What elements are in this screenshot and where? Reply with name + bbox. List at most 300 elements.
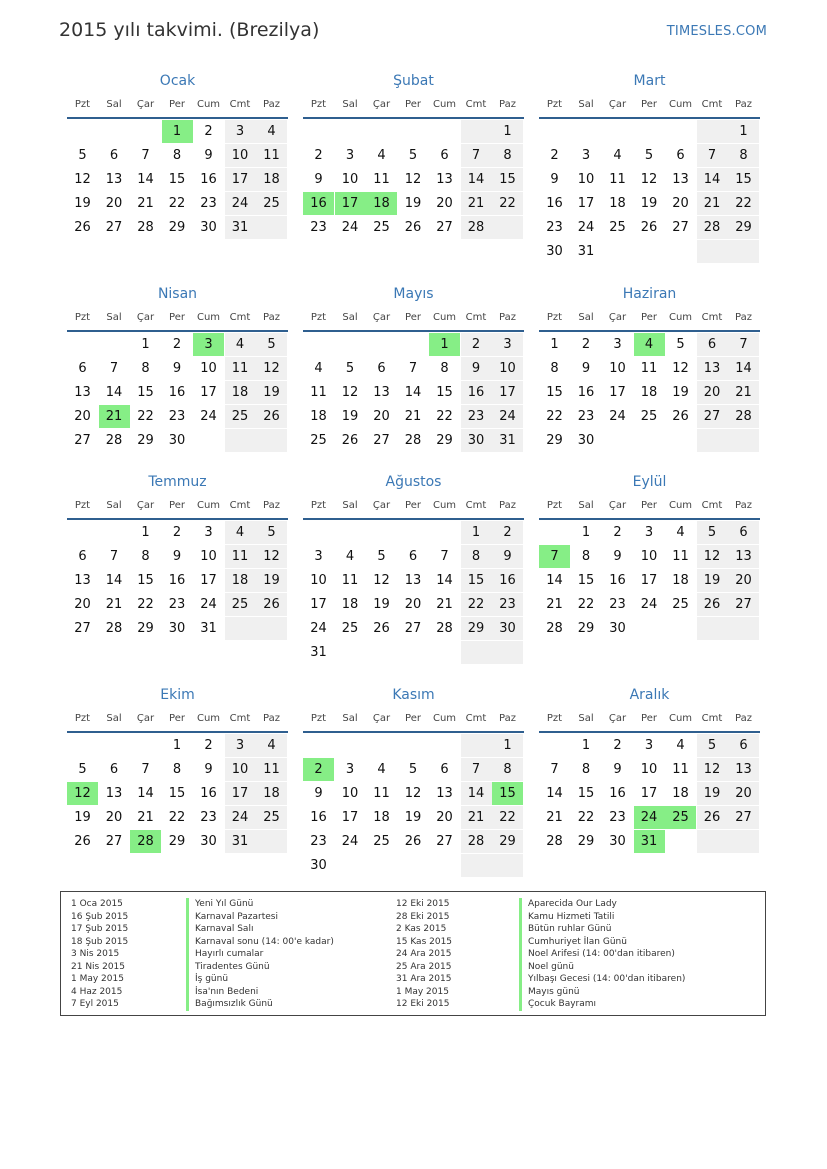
day-cell: 9: [314, 786, 323, 801]
weekend-blank-cell: [492, 641, 523, 664]
day-cell: 23: [310, 220, 327, 235]
legend-holiday-name: Mayıs günü: [519, 986, 685, 999]
day-cell: 20: [74, 597, 91, 612]
weekday-label: Per: [405, 500, 421, 511]
weekday-label: Cmt: [229, 99, 251, 110]
day-cell: 11: [373, 786, 390, 801]
day-cell: 20: [728, 569, 759, 592]
day-cell: 8: [581, 549, 591, 564]
legend-date: 1 May 2015: [71, 974, 124, 984]
day-cell: 9: [550, 172, 559, 187]
day-cell: 24: [640, 597, 658, 612]
day-cell: 22: [137, 409, 154, 424]
day-cell: 18: [256, 782, 287, 805]
brand-link[interactable]: TIMESLES.COM: [666, 24, 767, 39]
month-name: Mart: [633, 73, 666, 89]
day-cell: 21: [137, 810, 154, 825]
weekday-label: Cum: [432, 713, 457, 724]
day-cell: 6: [377, 361, 386, 376]
day-cell: 7: [550, 762, 559, 777]
month-name: Ağustos: [385, 474, 442, 490]
day-cell: 30: [168, 621, 186, 636]
day-cell: 24: [310, 621, 327, 636]
day-cell: 6: [440, 762, 449, 777]
day-cell: 16: [200, 172, 217, 187]
day-cell: 26: [74, 220, 91, 235]
weekend-blank-cell: [697, 429, 728, 452]
legend-holiday-name: Karnaval Salı: [186, 923, 334, 936]
day-cell: 3: [225, 734, 256, 757]
day-cell: 27: [728, 806, 759, 829]
weekday-label: Sal: [578, 99, 594, 110]
day-cell: 25: [225, 593, 256, 616]
day-cell: 22: [577, 810, 595, 825]
day-cell: 28: [105, 621, 123, 636]
day-cell: 20: [74, 409, 91, 424]
day-cell: 3: [345, 148, 355, 163]
legend-date: 31 Ara 2015: [396, 974, 452, 984]
day-cell: 22: [492, 806, 523, 829]
day-cell: 7: [461, 758, 492, 781]
legend-date: 17 Şub 2015: [71, 924, 129, 934]
legend-holiday-name: Bağımsızlık Günü: [186, 998, 334, 1011]
weekday-label: Pzt: [546, 500, 563, 511]
day-cell: 2: [613, 738, 622, 753]
day-cell: 17: [225, 782, 256, 805]
day-cell: 10: [225, 144, 256, 167]
day-cell: 11: [373, 172, 390, 187]
day-cell: 9: [581, 361, 591, 376]
weekday-label: Çar: [372, 99, 391, 110]
day-cell: 27: [404, 621, 422, 636]
day-cell: 10: [492, 357, 523, 380]
holiday-day-cell: 2: [303, 758, 334, 781]
day-cell: 8: [550, 361, 559, 376]
weekday-label: Paz: [263, 713, 280, 724]
day-cell: 3: [613, 337, 622, 352]
weekday-label: Pzt: [546, 312, 563, 323]
weekday-label: Per: [169, 500, 185, 511]
day-cell: 7: [408, 361, 418, 376]
day-cell: 1: [141, 337, 150, 352]
legend-holiday-name: İş günü: [186, 973, 334, 986]
day-cell: 19: [404, 810, 422, 825]
weekday-label: Pzt: [546, 99, 563, 110]
day-cell: 14: [461, 782, 492, 805]
day-cell: 29: [728, 216, 759, 239]
day-cell: 29: [492, 830, 523, 853]
weekday-label: Pzt: [310, 713, 327, 724]
weekend-blank-cell: [256, 617, 287, 640]
day-cell: 2: [172, 525, 182, 540]
day-cell: 19: [74, 810, 91, 825]
day-cell: 18: [672, 573, 689, 588]
day-cell: 6: [728, 734, 759, 757]
day-cell: 31: [200, 621, 217, 636]
day-cell: 23: [310, 834, 327, 849]
day-cell: 31: [577, 244, 595, 259]
weekend-blank-cell: [728, 830, 759, 853]
weekday-label: Cmt: [465, 312, 487, 323]
weekday-label: Per: [641, 713, 657, 724]
day-cell: 26: [697, 806, 728, 829]
day-cell: 18: [225, 569, 256, 592]
weekday-label: Per: [169, 312, 185, 323]
legend-holiday-name: Aparecida Our Lady: [519, 898, 685, 911]
weekend-blank-cell: [728, 429, 759, 452]
day-cell: 6: [728, 521, 759, 544]
day-cell: 30: [310, 858, 327, 873]
weekday-label: Cmt: [465, 713, 487, 724]
day-cell: 7: [109, 549, 119, 564]
day-cell: 4: [225, 333, 256, 356]
legend-holiday-name: Karnaval Pazartesi: [186, 911, 334, 924]
day-cell: 14: [461, 168, 492, 191]
weekday-label: Cmt: [229, 500, 251, 511]
day-cell: 28: [105, 433, 123, 448]
day-cell: 23: [492, 593, 523, 616]
weekday-label: Paz: [735, 500, 752, 511]
day-cell: 5: [345, 361, 355, 376]
weekday-label: Pzt: [310, 99, 327, 110]
weekday-label: Pzt: [74, 312, 91, 323]
header-rule: [539, 330, 760, 332]
legend-date: 2 Kas 2015: [396, 924, 447, 934]
header-rule: [67, 330, 288, 332]
day-cell: 2: [581, 337, 591, 352]
weekday-label: Per: [641, 500, 657, 511]
day-cell: 2: [204, 124, 213, 139]
weekday-label: Çar: [136, 312, 155, 323]
weekday-label: Sal: [106, 500, 122, 511]
page-title: 2015 yılı takvimi. (Brezilya): [59, 19, 320, 41]
day-cell: 28: [546, 834, 563, 849]
weekday-label: Cum: [432, 312, 457, 323]
day-cell: 4: [377, 148, 386, 163]
weekday-header: [539, 713, 760, 729]
weekday-header: [67, 500, 288, 516]
day-cell: 24: [341, 834, 359, 849]
day-cell: 1: [461, 521, 492, 544]
weekend-blank-cell: [697, 617, 728, 640]
weekday-label: Paz: [735, 99, 752, 110]
day-cell: 26: [697, 593, 728, 616]
weekday-label: Cmt: [701, 312, 723, 323]
day-cell: 24: [200, 409, 217, 424]
weekday-label: Cmt: [701, 713, 723, 724]
weekend-blank-cell: [697, 830, 728, 853]
holiday-day-cell: 28: [130, 830, 161, 853]
day-cell: 27: [436, 834, 453, 849]
legend-date: 24 Ara 2015: [396, 949, 452, 959]
weekend-blank-cell: [256, 830, 287, 853]
weekday-label: Per: [405, 312, 421, 323]
legend-date: 1 Oca 2015: [71, 899, 123, 909]
day-cell: 1: [728, 120, 759, 143]
day-cell: 2: [550, 148, 559, 163]
weekday-header: [303, 713, 524, 729]
day-cell: 25: [310, 433, 327, 448]
day-cell: 25: [256, 806, 287, 829]
day-cell: 29: [546, 433, 563, 448]
day-cell: 30: [200, 220, 217, 235]
day-cell: 30: [609, 834, 626, 849]
day-cell: 10: [200, 361, 217, 376]
month-name: Kasım: [392, 687, 435, 703]
day-cell: 9: [492, 545, 523, 568]
day-cell: 29: [168, 834, 186, 849]
weekday-label: Sal: [106, 312, 122, 323]
day-cell: 22: [546, 409, 563, 424]
weekday-label: Sal: [342, 500, 358, 511]
holiday-day-cell: 25: [665, 806, 696, 829]
day-cell: 4: [377, 762, 386, 777]
day-cell: 26: [256, 593, 287, 616]
weekday-header: [539, 99, 760, 115]
weekend-blank-cell: [461, 120, 492, 143]
day-cell: 28: [137, 220, 154, 235]
day-cell: 13: [373, 385, 390, 400]
day-cell: 7: [728, 333, 759, 356]
weekday-label: Cmt: [701, 500, 723, 511]
day-cell: 22: [461, 593, 492, 616]
weekday-label: Cmt: [229, 312, 251, 323]
day-cell: 9: [461, 357, 492, 380]
day-cell: 25: [609, 220, 626, 235]
day-cell: 23: [609, 597, 626, 612]
weekday-label: Pzt: [310, 500, 327, 511]
day-cell: 24: [609, 409, 626, 424]
day-cell: 3: [204, 525, 213, 540]
day-cell: 6: [78, 549, 87, 564]
weekday-label: Pzt: [310, 312, 327, 323]
legend-holiday-name: Bütün ruhlar Günü: [519, 923, 685, 936]
day-cell: 12: [672, 361, 689, 376]
day-cell: 22: [436, 409, 453, 424]
day-cell: 10: [225, 758, 256, 781]
holiday-day-cell: 7: [539, 545, 570, 568]
day-cell: 4: [676, 525, 685, 540]
day-cell: 8: [172, 148, 182, 163]
day-cell: 20: [672, 196, 689, 211]
day-cell: 13: [697, 357, 728, 380]
day-cell: 4: [345, 549, 355, 564]
day-cell: 9: [204, 148, 213, 163]
day-cell: 24: [492, 405, 523, 428]
day-cell: 8: [440, 361, 449, 376]
day-cell: 23: [168, 597, 186, 612]
day-cell: 24: [200, 597, 217, 612]
weekday-label: Cum: [432, 500, 457, 511]
day-cell: 8: [492, 144, 523, 167]
day-cell: 26: [74, 834, 91, 849]
day-cell: 18: [672, 786, 689, 801]
day-cell: 13: [728, 758, 759, 781]
weekday-label: Paz: [499, 312, 516, 323]
day-cell: 25: [373, 220, 390, 235]
day-cell: 9: [314, 172, 323, 187]
day-cell: 6: [408, 549, 418, 564]
weekend-blank-cell: [728, 617, 759, 640]
weekday-label: Cum: [668, 99, 693, 110]
legend-holiday-name: İsa'nın Bedeni: [186, 986, 334, 999]
weekday-label: Sal: [106, 713, 122, 724]
month-name: Şubat: [393, 73, 434, 89]
weekday-label: Paz: [499, 500, 516, 511]
day-cell: 17: [577, 196, 595, 211]
day-cell: 10: [341, 786, 359, 801]
day-cell: 8: [461, 545, 492, 568]
legend-holiday-name: Yılbaşı Gecesi (14: 00'dan itibaren): [519, 973, 685, 986]
day-cell: 21: [105, 597, 123, 612]
day-cell: 13: [74, 573, 91, 588]
day-cell: 29: [577, 834, 595, 849]
day-cell: 8: [172, 762, 182, 777]
day-cell: 21: [697, 192, 728, 215]
weekend-blank-cell: [225, 617, 256, 640]
day-cell: 22: [168, 810, 186, 825]
holiday-day-cell: 24: [634, 806, 665, 829]
holiday-day-cell: 18: [366, 192, 397, 215]
day-cell: 4: [676, 738, 685, 753]
day-cell: 11: [256, 758, 287, 781]
day-cell: 3: [492, 333, 523, 356]
day-cell: 28: [461, 216, 492, 239]
weekday-label: Per: [405, 99, 421, 110]
weekday-label: Cum: [196, 713, 221, 724]
day-cell: 18: [341, 597, 359, 612]
day-cell: 28: [436, 621, 453, 636]
header-rule: [539, 731, 760, 733]
day-cell: 1: [550, 337, 559, 352]
day-cell: 15: [577, 786, 595, 801]
weekday-header: [303, 99, 524, 115]
day-cell: 6: [440, 148, 449, 163]
weekday-label: Pzt: [74, 713, 91, 724]
day-cell: 5: [408, 148, 418, 163]
day-cell: 13: [404, 573, 422, 588]
day-cell: 16: [310, 810, 327, 825]
legend-date: 1 May 2015: [396, 986, 449, 997]
legend-holiday-name: Hayırlı cumalar: [186, 948, 334, 961]
day-cell: 25: [373, 834, 390, 849]
day-cell: 10: [640, 762, 658, 777]
day-cell: 14: [728, 357, 759, 380]
day-cell: 26: [256, 405, 287, 428]
day-cell: 27: [436, 220, 453, 235]
day-cell: 20: [436, 196, 453, 211]
day-cell: 22: [728, 192, 759, 215]
day-cell: 3: [314, 549, 323, 564]
day-cell: 4: [256, 734, 287, 757]
day-cell: 17: [492, 381, 523, 404]
day-cell: 18: [640, 385, 658, 400]
day-cell: 5: [78, 148, 87, 163]
legend-holiday-name: Yeni Yıl Günü: [186, 898, 334, 911]
day-cell: 29: [168, 220, 186, 235]
day-cell: 3: [644, 738, 654, 753]
weekend-blank-cell: [492, 854, 523, 877]
day-cell: 18: [225, 381, 256, 404]
month-name: Temmuz: [148, 474, 207, 490]
day-cell: 23: [546, 220, 563, 235]
day-cell: 24: [577, 220, 595, 235]
day-cell: 1: [581, 525, 591, 540]
day-cell: 27: [373, 433, 390, 448]
day-cell: 11: [225, 545, 256, 568]
day-cell: 28: [697, 216, 728, 239]
legend-date: 12 Eki 2015: [396, 899, 450, 909]
day-cell: 20: [697, 381, 728, 404]
holiday-day-cell: 16: [303, 192, 334, 215]
day-cell: 14: [697, 168, 728, 191]
day-cell: 20: [436, 810, 453, 825]
weekday-header: [539, 312, 760, 328]
legend-left-names: [186, 898, 334, 1011]
day-cell: 19: [697, 569, 728, 592]
weekday-label: Çar: [372, 312, 391, 323]
day-cell: 7: [141, 762, 150, 777]
day-cell: 5: [377, 549, 386, 564]
day-cell: 18: [256, 168, 287, 191]
holiday-day-cell: 21: [99, 405, 130, 428]
weekday-label: Sal: [578, 713, 594, 724]
day-cell: 8: [141, 549, 150, 564]
header-rule: [67, 117, 288, 119]
legend-date: 16 Şub 2015: [71, 911, 129, 922]
day-cell: 30: [577, 433, 595, 448]
day-cell: 12: [256, 357, 287, 380]
weekday-label: Cum: [196, 99, 221, 110]
day-cell: 19: [640, 196, 658, 211]
day-cell: 6: [109, 762, 119, 777]
weekday-header: [67, 312, 288, 328]
day-cell: 30: [492, 617, 523, 640]
day-cell: 10: [310, 573, 327, 588]
day-cell: 16: [461, 381, 492, 404]
month-name: Ocak: [159, 73, 196, 89]
legend-date: 4 Haz 2015: [71, 986, 123, 997]
legend-holiday-name: Karnaval sonu (14: 00'e kadar): [186, 936, 334, 949]
day-cell: 27: [74, 433, 91, 448]
day-cell: 13: [105, 172, 123, 187]
day-cell: 19: [256, 381, 287, 404]
day-cell: 12: [404, 786, 422, 801]
holiday-day-cell: 3: [193, 333, 224, 356]
day-cell: 28: [546, 621, 563, 636]
weekday-label: Pzt: [74, 500, 91, 511]
weekday-label: Cum: [196, 312, 221, 323]
day-cell: 24: [225, 806, 256, 829]
legend-date: 7 Eyl 2015: [71, 999, 119, 1009]
day-cell: 10: [200, 549, 217, 564]
day-cell: 17: [200, 573, 217, 588]
day-cell: 11: [609, 172, 626, 187]
day-cell: 8: [141, 361, 150, 376]
day-cell: 29: [461, 617, 492, 640]
holiday-day-cell: 1: [429, 333, 460, 356]
day-cell: 5: [256, 521, 287, 544]
day-cell: 23: [200, 810, 217, 825]
day-cell: 19: [341, 409, 359, 424]
day-cell: 22: [168, 196, 186, 211]
day-cell: 15: [492, 168, 523, 191]
weekend-blank-cell: [697, 120, 728, 143]
weekend-blank-cell: [256, 216, 287, 239]
day-cell: 10: [609, 361, 626, 376]
day-cell: 14: [546, 573, 563, 588]
day-cell: 16: [609, 573, 626, 588]
